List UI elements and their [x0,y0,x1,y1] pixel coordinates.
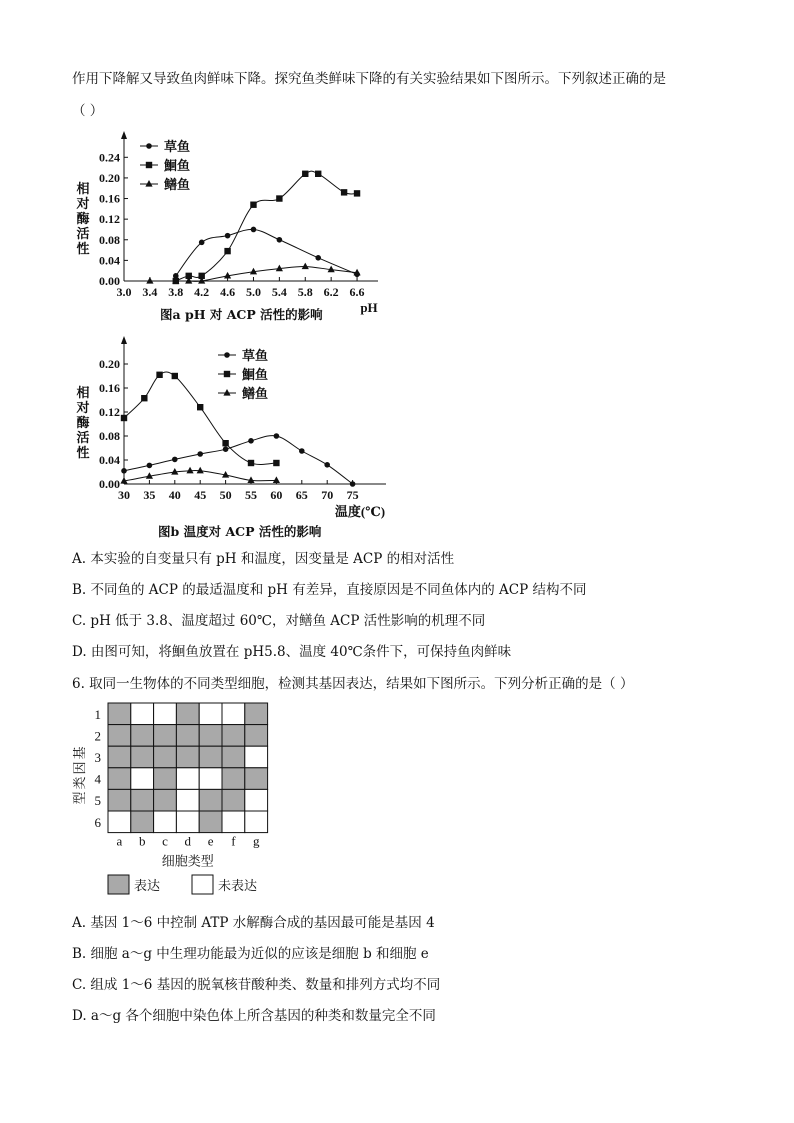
col-label: a [116,833,123,849]
cell-expressed [131,725,154,747]
q6-stem: 6. 取同一生物体的不同类型细胞，检测其基因表达，结果如下图所示。下列分析正确的是（ ） [72,676,634,692]
x-tick-label: 45 [194,488,207,502]
col-label: d [184,833,192,849]
chart-ph [70,120,400,330]
legend-expressed-label: 表达 [134,878,161,893]
legend-marker-square [146,162,152,168]
cell-expressed [176,725,199,747]
cell-expressed [108,768,131,790]
legend-label: 草鱼 [242,348,269,363]
y-tick-label: 0.04 [99,453,120,467]
cell-not-expressed [245,789,268,811]
data-point-triangle [302,263,309,270]
cell-expressed [131,789,154,811]
cell-not-expressed [199,768,222,790]
y-tick-label: 0.00 [99,477,120,491]
cell-not-expressed [176,768,199,790]
cell-expressed [108,789,131,811]
q5-option-d: D. 由图可知，将鮰鱼放置在 pH5.8、温度 40℃条件下，可保持鱼肉鲜味 [72,644,512,660]
data-point-circle [172,457,178,463]
cell-not-expressed [154,703,177,725]
cell-not-expressed [131,703,154,725]
data-point-square [250,202,256,208]
chart-b-caption: 图b 温度对 ACP 活性的影响 [158,524,322,539]
data-point-circle [277,237,283,243]
row-label: 4 [94,771,101,787]
col-label: e [207,833,214,849]
legend-marker-triangle [145,180,152,187]
cell-expressed [199,789,222,811]
col-label: c [162,833,168,849]
x-tick-label: 6.2 [323,285,339,299]
cell-not-expressed [222,811,245,833]
cell-not-expressed [245,746,268,768]
cell-expressed [154,768,177,790]
intro-line-1: 作用下降解又导致鱼肉鲜味下降。探究鱼类鲜味下降的有关实验结果如下图所示。下列叙述正确的是 [72,71,666,87]
data-point-circle [223,446,229,452]
series-line-square [176,171,357,281]
legend-marker-circle [146,143,152,149]
row-axis-label: 因 [72,761,87,775]
y-axis-label: 对 [76,196,90,211]
data-point-square [354,190,360,196]
x-tick-label: 3.8 [168,285,184,299]
y-tick-label: 0.12 [99,405,120,419]
cell-expressed [199,811,222,833]
x-tick-label: 75 [346,488,359,502]
data-point-circle [299,448,305,454]
y-tick-label: 0.08 [99,232,120,247]
data-point-square [224,248,230,254]
data-point-circle [274,433,280,439]
data-point-circle [225,233,231,239]
x-tick-label: 3.4 [142,285,158,299]
row-axis-label: 基 [72,746,87,760]
x-tick-label: 60 [270,488,283,502]
row-label: 3 [94,750,101,765]
y-tick-label: 0.20 [99,170,120,185]
y-axis-arrow [121,336,127,344]
data-point-square [141,395,147,401]
cell-expressed [108,746,131,768]
row-label: 5 [94,793,101,809]
data-point-triangle [273,476,280,483]
chart-a-caption: 图a pH 对 ACP 活性的影响 [160,307,323,322]
data-point-circle [121,468,127,474]
y-tick-label: 0.00 [99,274,120,288]
x-axis-label: 温度(℃) [334,504,386,519]
x-tick-label: 5.4 [271,285,287,299]
cell-expressed [108,703,131,725]
cell-expressed [222,725,245,747]
y-axis-label: 活 [76,430,90,445]
x-tick-label: 35 [143,488,156,502]
data-point-square [172,373,178,379]
legend-expressed-swatch [108,875,129,894]
y-axis-label: 酶 [76,415,90,430]
row-label: 6 [94,814,101,830]
data-point-circle [324,462,330,468]
legend-label: 鳝鱼 [242,386,269,401]
data-point-square [341,189,347,195]
cell-expressed [245,725,268,747]
chart-temperature [70,330,400,540]
y-axis-label: 活 [76,226,90,241]
cell-not-expressed [199,703,222,725]
y-axis-label: 相 [76,385,90,400]
cell-expressed [245,703,268,725]
row-axis-label: 类 [72,776,87,790]
y-axis-label: 对 [76,400,90,415]
data-point-circle [251,227,257,233]
q6-option-a: A. 基因 1～6 中控制 ATP 水解酶合成的基因最可能是基因 4 [72,915,435,931]
cell-expressed [176,703,199,725]
q6-option-c: C. 组成 1～6 基因的脱氧核苷酸种类、数量和排列方式均不同 [72,977,441,993]
y-axis-label: 性 [76,241,90,256]
col-label: g [252,833,260,849]
data-point-circle [147,463,153,469]
col-label: b [138,833,146,849]
x-tick-label: 50 [219,488,232,502]
data-point-triangle [186,467,193,474]
col-label: f [231,833,236,849]
data-point-circle [199,240,205,246]
y-axis-arrow [121,131,127,139]
row-axis-label: 型 [72,791,87,805]
cell-expressed [176,746,199,768]
data-point-square [302,171,308,177]
legend-marker-circle [224,352,230,358]
data-point-circle [315,255,321,261]
legend-marker-square [224,371,230,377]
q5-option-b: B. 不同鱼的 ACP 的最适温度和 pH 有差异，直接原因是不同鱼体内的 ACP 结构不同 [72,582,587,598]
cell-expressed [245,768,268,790]
x-tick-label: 5.0 [245,285,261,299]
x-tick-label: 55 [245,488,257,502]
x-tick-label: 5.8 [297,285,313,299]
cell-not-expressed [154,811,177,833]
data-point-square [121,415,127,421]
gene-expression-grid [70,697,310,902]
cell-expressed [222,746,245,768]
cell-expressed [108,725,131,747]
row-label: 2 [94,728,101,744]
data-point-square [315,171,321,177]
cell-expressed [199,725,222,747]
cell-expressed [222,768,245,790]
legend-marker-triangle [223,389,230,396]
q5-option-c: C. pH 低于 3.8、温度超过 60℃，对鳝鱼 ACP 活性影响的机理不同 [72,613,486,629]
cell-not-expressed [108,811,131,833]
data-point-square [248,460,254,466]
cell-expressed [222,789,245,811]
legend-not-expressed-swatch [192,875,213,894]
y-axis-label: 相 [76,181,90,196]
data-point-square [276,195,282,201]
y-axis-label: 酶 [76,211,90,226]
y-tick-label: 0.20 [99,357,120,371]
data-point-triangle [146,277,153,284]
x-tick-label: 3.0 [116,285,132,299]
data-point-square [273,460,279,466]
legend-label: 草鱼 [164,139,191,154]
data-point-square [222,440,228,446]
y-axis-label: 性 [76,445,90,460]
data-point-square [197,404,203,410]
legend-label: 鮰鱼 [164,158,191,173]
data-point-square [156,372,162,378]
x-tick-label: 4.6 [220,285,236,299]
cell-expressed [199,746,222,768]
cell-expressed [154,725,177,747]
row-label: 1 [94,706,101,722]
x-tick-label: 4.2 [194,285,210,299]
cell-expressed [131,811,154,833]
cell-not-expressed [245,811,268,833]
series-line-circle [124,436,353,484]
cell-expressed [154,789,177,811]
y-tick-label: 0.24 [99,150,120,165]
q6-option-d: D. a～g 各个细胞中染色体上所含基因的种类和数量完全不同 [72,1008,436,1024]
x-tick-label: 30 [118,488,130,502]
x-tick-label: 40 [168,488,181,502]
cell-expressed [154,746,177,768]
q6-option-b: B. 细胞 a～g 中生理功能最为近似的应该是细胞 b 和细胞 e [72,946,429,962]
legend-label: 鮰鱼 [242,367,269,382]
cell-not-expressed [176,811,199,833]
legend-label: 鳝鱼 [164,177,191,192]
cell-not-expressed [131,768,154,790]
data-point-circle [350,481,356,487]
data-point-circle [197,451,203,457]
q5-option-a: A. 本实验的自变量只有 pH 和温度，因变量是 ACP 的相对活性 [72,551,455,567]
cell-not-expressed [222,703,245,725]
col-axis-label: 细胞类型 [161,853,214,869]
data-point-circle [248,438,254,444]
y-tick-label: 0.08 [99,429,120,443]
cell-expressed [131,746,154,768]
y-tick-label: 0.16 [99,381,120,395]
legend-not-expressed-label: 未表达 [218,878,258,893]
x-axis-label: pH [360,300,378,315]
x-tick-label: 70 [321,488,334,502]
intro-line-2: （ ） [72,103,104,119]
x-tick-label: 65 [295,488,308,502]
x-tick-label: 6.6 [349,285,365,299]
y-tick-label: 0.12 [99,212,120,227]
y-tick-label: 0.04 [99,253,120,268]
cell-not-expressed [176,789,199,811]
y-tick-label: 0.16 [99,191,120,206]
